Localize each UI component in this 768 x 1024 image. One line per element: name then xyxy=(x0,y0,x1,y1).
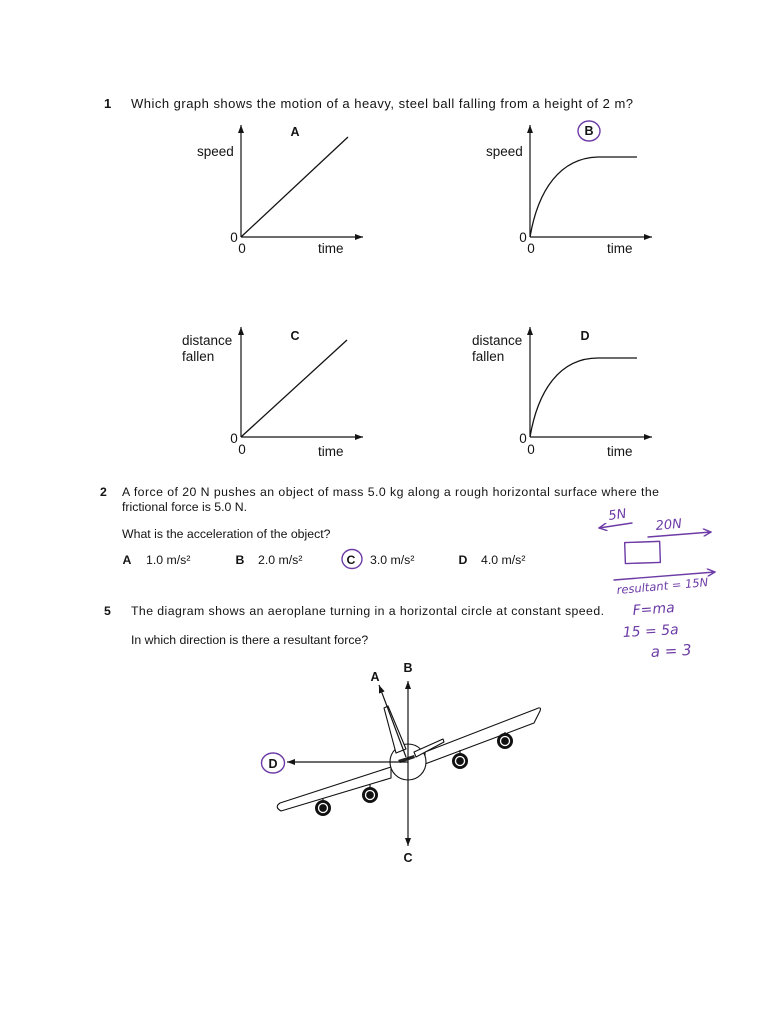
graph-letter: C xyxy=(290,329,300,343)
question-text: Which graph shows the motion of a heavy, steel ball falling from a height of 2 m? xyxy=(131,96,633,111)
y-axis-label-line-2: fallen xyxy=(472,349,505,364)
question-stem-line-1: A force of 20 N pushes an object of mass 5.0 kg along a rough horizontal surface where the xyxy=(122,485,659,499)
x-origin-label: 0 xyxy=(527,241,535,256)
option-d xyxy=(459,553,526,567)
applied-force-note: 20N xyxy=(655,516,683,534)
y-axis-label: speed xyxy=(197,144,234,159)
option-c xyxy=(342,550,414,569)
direction-label-b: B xyxy=(403,661,413,675)
option-letter: C xyxy=(346,553,356,567)
engine-icon xyxy=(497,733,513,749)
working-line-2: 15 = 5a xyxy=(622,622,680,641)
graph-b xyxy=(486,121,652,256)
question-stem: The diagram shows an aeroplane turning in a horizontal circle at constant speed. xyxy=(131,604,604,618)
question-number: 1 xyxy=(104,96,112,111)
x-axis-label: time xyxy=(607,444,633,459)
x-origin-label: 0 xyxy=(238,241,246,256)
y-axis-label: speed xyxy=(486,144,523,159)
x-origin-label: 0 xyxy=(527,442,535,457)
option-letter: B xyxy=(235,553,245,567)
question-1 xyxy=(104,96,652,459)
option-a xyxy=(123,553,191,567)
x-axis-label: time xyxy=(318,241,344,256)
engine xyxy=(362,784,378,803)
direction-label-c: C xyxy=(403,851,413,865)
arrow-a xyxy=(379,685,406,757)
graph-letter: B xyxy=(584,124,594,138)
engine-icon xyxy=(315,800,331,816)
graph-c xyxy=(182,327,363,459)
question-text: What is the acceleration of the object? xyxy=(122,527,331,541)
friction-arrow xyxy=(599,523,632,528)
y-origin-label: 0 xyxy=(519,431,527,446)
graph-line xyxy=(241,137,348,237)
y-axis-label-line-1: distance xyxy=(472,333,523,348)
y-origin-label: 0 xyxy=(519,230,527,245)
question-text: In which direction is there a resultant force? xyxy=(131,633,369,647)
x-origin-label: 0 xyxy=(238,442,246,457)
x-axis-label: time xyxy=(318,444,344,459)
x-axis-label: time xyxy=(607,241,633,256)
graph-curve xyxy=(530,358,637,437)
tail-fin xyxy=(384,706,406,753)
direction-label-d: D xyxy=(268,757,278,771)
y-origin-label: 0 xyxy=(230,230,238,245)
question-2 xyxy=(100,485,659,569)
option-letter: A xyxy=(122,553,132,567)
option-value: 3.0 m/s² xyxy=(370,553,415,567)
engine-icon xyxy=(362,787,378,803)
question-number: 2 xyxy=(100,485,107,499)
question-5 xyxy=(104,604,604,865)
friction-force-note: 5N xyxy=(607,506,628,524)
direction-label-a: A xyxy=(370,670,380,684)
engine-icon xyxy=(452,753,468,769)
option-value: 4.0 m/s² xyxy=(481,553,526,567)
question-stem-line-2: frictional force is 5.0 N. xyxy=(122,500,248,514)
graph-a xyxy=(197,125,363,256)
y-axis-label-line-2: fallen xyxy=(182,349,215,364)
graph-letter: A xyxy=(290,125,300,139)
option-letter: D xyxy=(458,553,468,567)
option-value: 1.0 m/s² xyxy=(146,553,191,567)
working-line-3: a = 3 xyxy=(650,640,692,661)
y-axis-label-line-1: distance xyxy=(182,333,233,348)
margin-working xyxy=(599,507,715,661)
option-value: 2.0 m/s² xyxy=(258,553,303,567)
graph-line xyxy=(241,340,347,437)
question-number: 5 xyxy=(104,604,111,618)
y-origin-label: 0 xyxy=(230,431,238,446)
graph-curve xyxy=(530,157,637,237)
object-sketch xyxy=(625,541,661,563)
resultant-note: resultant = 15N xyxy=(616,575,709,597)
aeroplane-diagram xyxy=(262,661,541,865)
graph-d xyxy=(472,327,652,459)
engine xyxy=(315,798,331,816)
graph-letter: D xyxy=(580,329,590,343)
working-line-1: F=ma xyxy=(632,600,676,619)
option-b xyxy=(236,553,303,567)
right-wing xyxy=(425,708,541,764)
